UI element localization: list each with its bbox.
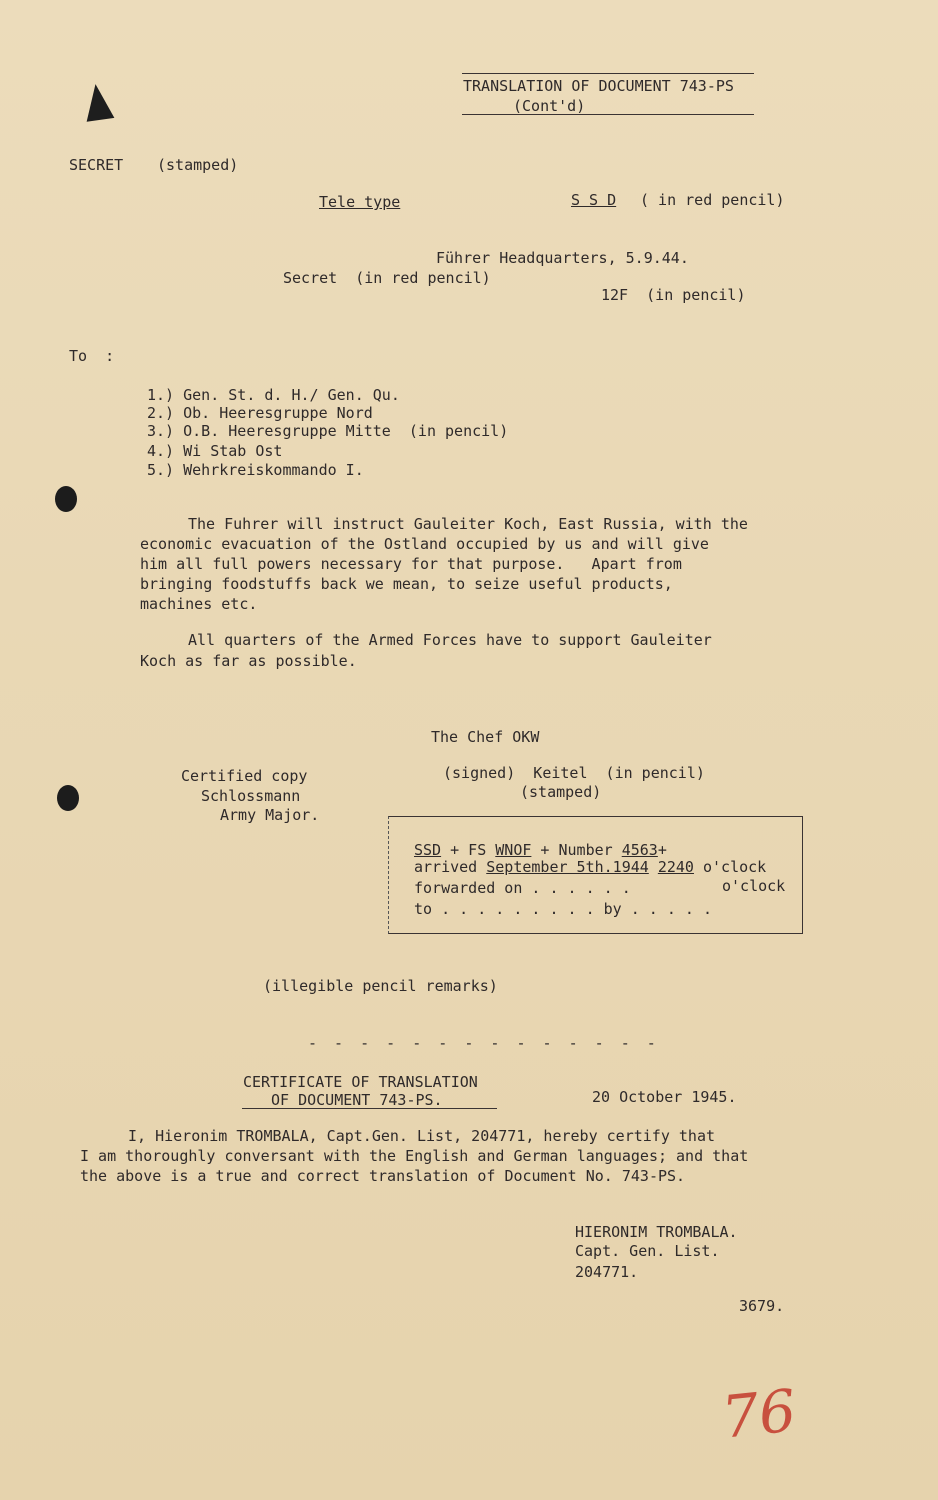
stamped-label: (stamped) xyxy=(157,156,239,174)
body-line: Koch as far as possible. xyxy=(140,652,357,670)
teletype-box-line1: SSD + FS WNOF + Number 4563+ xyxy=(414,841,667,859)
recipient-item: 2.) Ob. Heeresgruppe Nord xyxy=(147,404,373,422)
certificate-text-line: the above is a true and correct translation of Document No. 743-PS. xyxy=(80,1167,686,1185)
reference-note: 12F (in pencil) xyxy=(601,286,746,304)
recipient-item: 5.) Wehrkreiskommando I. xyxy=(147,461,364,479)
pencil-remarks: (illegible pencil remarks) xyxy=(263,977,498,995)
certificate-text-line: I, Hieronim TROMBALA, Capt.Gen. List, 204771, hereby certify that xyxy=(128,1127,715,1145)
certified-name: Schlossmann xyxy=(201,787,301,805)
certificate-sig-number: 204771. xyxy=(575,1263,639,1281)
header-rule-bottom xyxy=(462,114,754,115)
secret-label: SECRET xyxy=(69,156,124,174)
red-pencil-number: 76 xyxy=(718,1376,800,1452)
certificate-rule xyxy=(242,1108,497,1109)
body-line: economic evacuation of the Ostland occupied by us and will give xyxy=(140,535,709,553)
signature-stamped: (stamped) xyxy=(520,783,602,801)
punch-hole-icon xyxy=(55,486,77,512)
teletype-label: Tele type xyxy=(319,193,401,211)
teletype-box-line4: to . . . . . . . . . by . . . . . xyxy=(414,900,713,918)
origin-place-date: Führer Headquarters, 5.9.44. xyxy=(436,249,689,267)
body-line: bringing foodstuffs back we mean, to seize useful products, xyxy=(140,575,673,593)
page-number: 3679. xyxy=(739,1297,785,1315)
header-rule-top xyxy=(462,73,754,74)
header-contd: (Cont'd) xyxy=(513,97,586,115)
punch-hole-icon xyxy=(57,785,79,811)
ssd-note: ( in red pencil) xyxy=(640,191,785,209)
ssd-label: S S D xyxy=(571,191,617,209)
body-line: The Fuhrer will instruct Gauleiter Koch, East Russia, with the xyxy=(188,515,748,533)
certificate-sig-rank: Capt. Gen. List. xyxy=(575,1242,720,1260)
to-label: To : xyxy=(69,347,115,365)
arrow-mark-icon xyxy=(82,82,115,122)
separator: - - - - - - - - - - - - - - xyxy=(308,1034,660,1052)
secret-red-note: Secret (in red pencil) xyxy=(283,269,491,287)
signed-keitel: (signed) Keitel (in pencil) xyxy=(443,764,705,782)
recipient-item: 4.) Wi Stab Ost xyxy=(147,442,283,460)
certified-copy: Certified copy xyxy=(181,767,308,785)
body-line: him all full powers necessary for that purpose. Apart from xyxy=(140,555,682,573)
body-line: All quarters of the Armed Forces have to support Gauleiter xyxy=(188,631,712,649)
teletype-box-line3: forwarded on . . . . . . xyxy=(414,879,631,897)
teletype-box-oclock: o'clock xyxy=(722,877,786,895)
certificate-subtitle: OF DOCUMENT 743-PS. xyxy=(271,1091,443,1109)
certificate-title: CERTIFICATE OF TRANSLATION xyxy=(243,1073,478,1091)
header-title: TRANSLATION OF DOCUMENT 743-PS xyxy=(463,77,734,95)
certified-rank: Army Major. xyxy=(220,806,320,824)
chef-okw: The Chef OKW xyxy=(431,728,540,746)
teletype-box-line2: arrived September 5th.1944 2240 o'clock xyxy=(414,858,767,876)
recipient-item: 3.) O.B. Heeresgruppe Mitte (in pencil) xyxy=(147,422,509,440)
recipient-item: 1.) Gen. St. d. H./ Gen. Qu. xyxy=(147,386,400,404)
certificate-date: 20 October 1945. xyxy=(592,1088,737,1106)
certificate-sig-name: HIERONIM TROMBALA. xyxy=(575,1223,738,1241)
body-line: machines etc. xyxy=(140,595,258,613)
certificate-text-line: I am thoroughly conversant with the English and German languages; and that xyxy=(80,1147,749,1165)
